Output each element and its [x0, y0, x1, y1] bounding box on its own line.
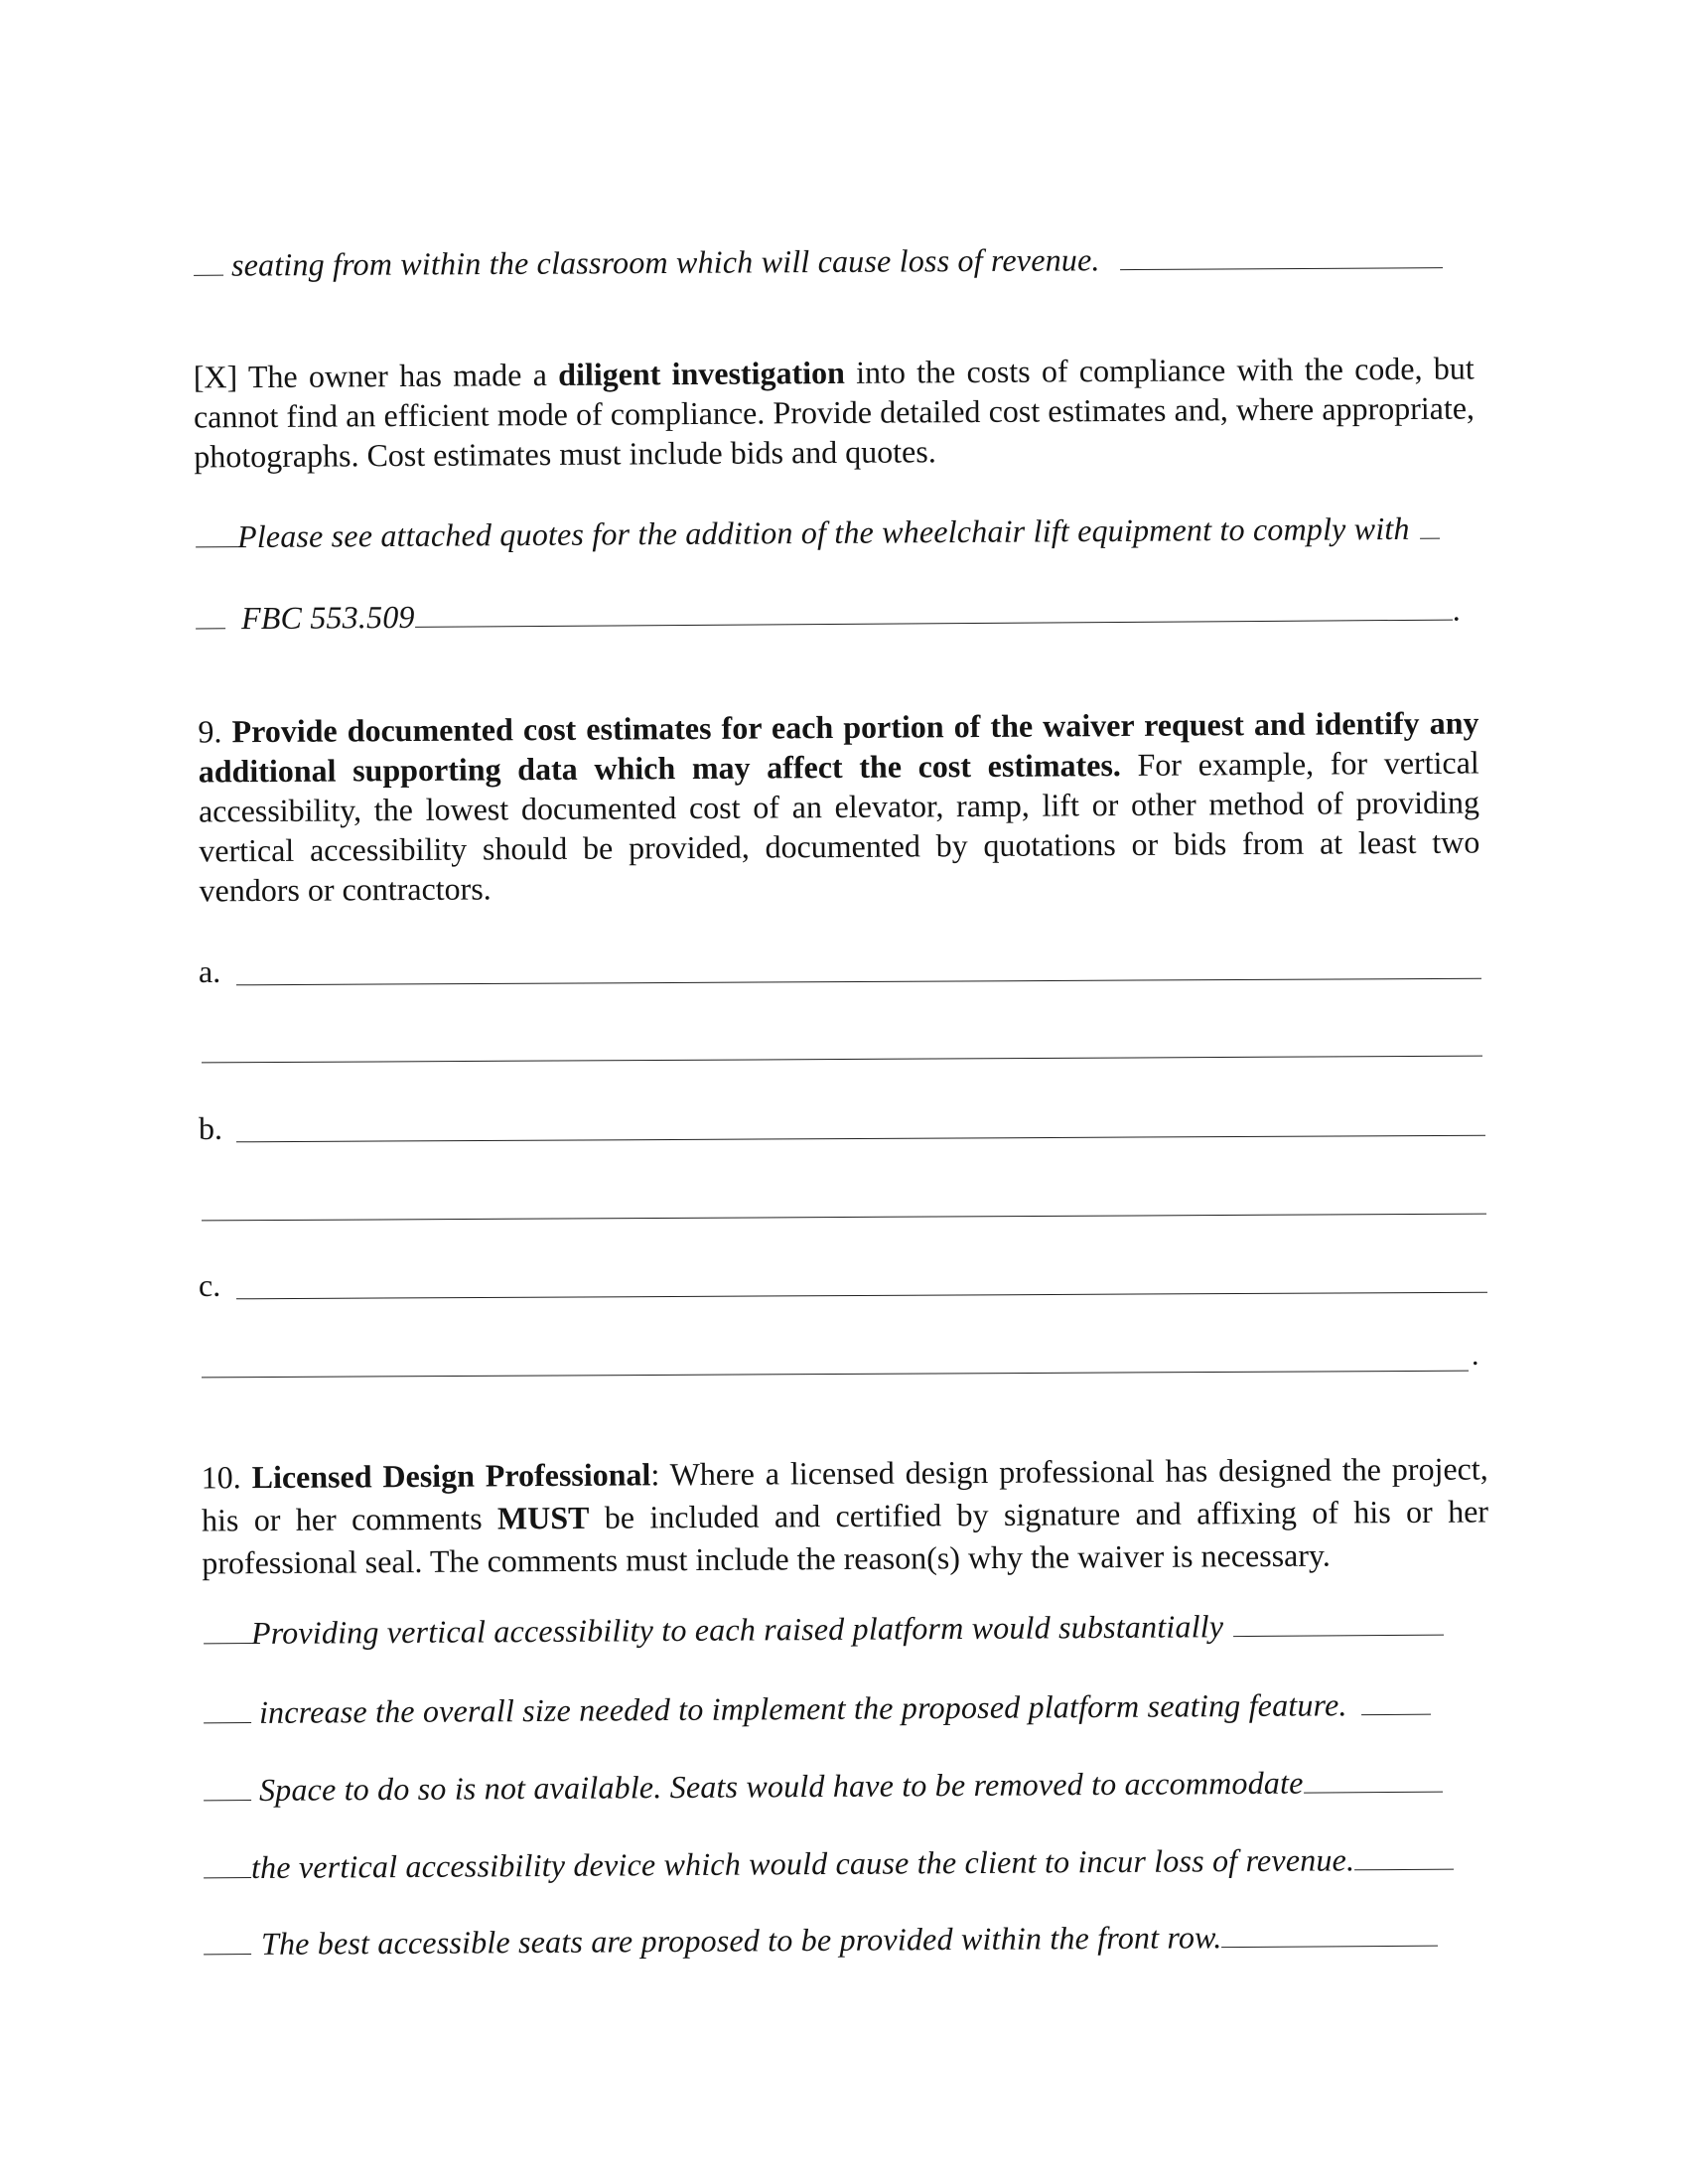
designer-comment-line-2: increase the overall size needed to implement the proposed platform seating feature. — [204, 1686, 1431, 1732]
item-c-line-2 — [202, 1371, 1469, 1379]
section-9-number: 9. — [198, 713, 222, 750]
top-note-text: seating from within the classroom which will cause loss of revenue. — [230, 241, 1100, 283]
item-b-line-2 — [202, 1214, 1486, 1222]
item-c-label: c. — [199, 1267, 221, 1303]
item-a-line-2 — [202, 1056, 1482, 1064]
item-b-label: b. — [199, 1110, 222, 1146]
diligent-investigation-paragraph: [X] The owner has made a diligent investigation into the costs of compliance with the code, but cannot find an efficient mode of compliance. Provide detailed cost estimates and, where appropriate, photographs. Cost estimates must include bids and quotes. — [193, 350, 1476, 475]
section-10-number: 10. — [201, 1459, 241, 1496]
item-b-line-1 — [236, 1135, 1485, 1143]
item-c-period: . — [1472, 1339, 1479, 1372]
item-c-line-1 — [236, 1292, 1487, 1300]
section-10-heading: Licensed Design Professional — [251, 1456, 651, 1496]
option-checkbox: [X] — [193, 359, 238, 395]
section-9-paragraph: 9. Provide documented cost estimates for each portion of the waiver request and identify any additional supporting data which may affect the cost estimates. For example, for vertical accessibility, the lowest documented cost of an elevator, ramp, lift or other method of providing vertical accessibility should be provided, documented by quotations or bids from at least two vendors or contractors. — [198, 704, 1480, 909]
designer-comment-line-4: the vertical accessibility device which would cause the client to incur loss of revenue. — [204, 1841, 1454, 1887]
item-a-label: a. — [199, 953, 221, 989]
item-a-line-1 — [236, 978, 1481, 986]
top-note-line — [194, 239, 1443, 284]
answer-line-2: FBC 553.509 . — [196, 592, 1461, 638]
answer-line-1: Please see attached quotes for the addition of the wheelchair lift equipment to comply with — [196, 510, 1440, 556]
designer-comment-line-1: Providing vertical accessibility to each raised platform would substantially — [204, 1607, 1444, 1653]
section-10-paragraph: 10. Licensed Design Professional: Where a licensed design professional has designed the project, his or her comments MUST be included and certified by signature and affixing of his or her professional seal. The comments must include the reason(s) why the waiver is necessary. — [201, 1450, 1489, 1581]
section-9-heading: Provide documented cost estimates for each portion of the waiver request and identify any additional supporting data which may affect the cost estimates. — [198, 704, 1479, 790]
designer-comment-line-5: The best accessible seats are proposed to be provided within the front row. — [204, 1918, 1439, 1964]
must-emphasis: MUST — [496, 1499, 590, 1536]
designer-comment-line-3: Space to do so is not available. Seats would have to be removed to accommodate — [204, 1764, 1443, 1810]
diligent-investigation-term: diligent investigation — [558, 354, 845, 392]
